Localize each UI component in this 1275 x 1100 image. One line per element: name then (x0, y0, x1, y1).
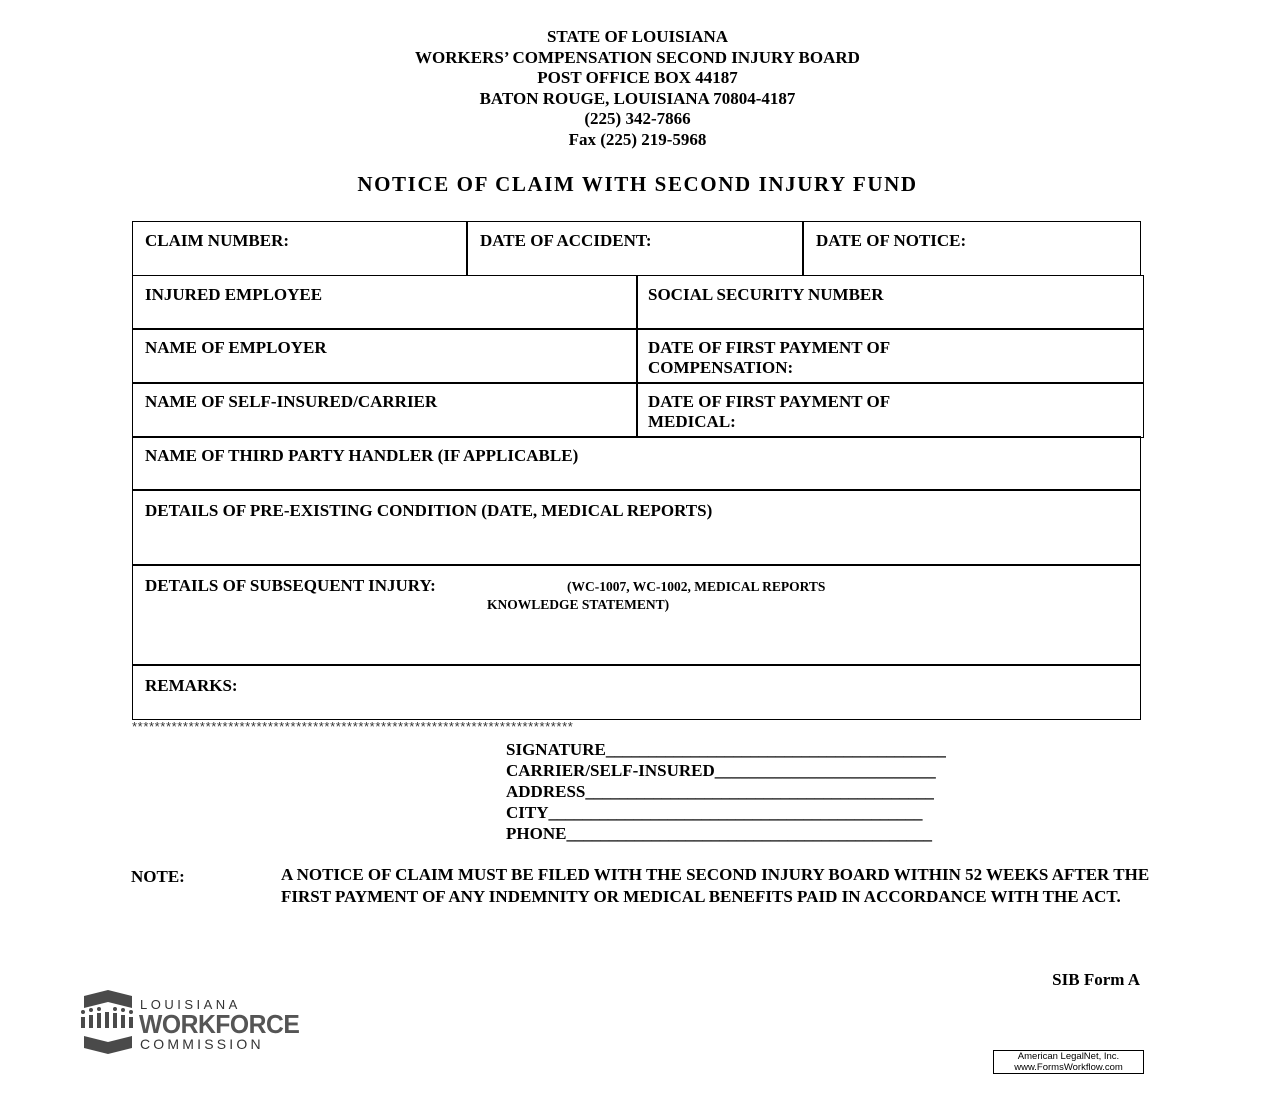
ssn-label: SOCIAL SECURITY NUMBER (648, 285, 884, 304)
carrier-cell[interactable] (132, 382, 638, 438)
remarks-cell[interactable] (132, 664, 1141, 720)
logo-louisiana: LOUISIANA (140, 997, 241, 1012)
date-of-notice-cell[interactable] (802, 221, 1141, 276)
first-payment-medical-cell[interactable] (636, 382, 1144, 438)
header-board: WORKERS’ COMPENSATION SECOND INJURY BOARD (415, 47, 860, 67)
claim-number-label: CLAIM NUMBER: (145, 231, 290, 250)
third-party-handler-label: NAME OF THIRD PARTY HANDLER (IF APPLICABLE) (145, 446, 579, 465)
first-payment-compensation-cell[interactable] (636, 328, 1144, 384)
pre-existing-condition-cell[interactable] (132, 489, 1141, 566)
note-label: NOTE: (131, 867, 185, 886)
date-of-notice-label: DATE OF NOTICE: (816, 231, 967, 250)
date-of-accident-label: DATE OF ACCIDENT: (480, 231, 652, 250)
note-text: A NOTICE OF CLAIM MUST BE FILED WITH THE SECOND INJURY BOARD WITHIN 52 WEEKS AFTER THE FIRST PAYMENT OF ANY INDEMNITY OR MEDICAL BENEFITS PAID IN ACCORDANCE WITH THE ACT. (281, 865, 1150, 906)
legalnet-url[interactable]: www.FormsWorkflow.com (1014, 1061, 1123, 1073)
legalnet-name: American LegalNet, Inc. (1017, 1051, 1120, 1062)
header-po-box: POST OFFICE BOX 44187 (537, 68, 738, 88)
header-phone: (225) 342-7866 (584, 109, 691, 129)
logo-commission: COMMISSION (140, 1036, 264, 1052)
injured-employee-label: INJURED EMPLOYEE (145, 285, 323, 304)
first-payment-compensation-label-line2: COMPENSATION: (648, 358, 794, 377)
signature-line[interactable]: SIGNATURE________________________________________ (506, 740, 946, 759)
injured-employee-cell[interactable] (132, 275, 638, 330)
first-payment-medical-label-line1: DATE OF FIRST PAYMENT OF (648, 392, 891, 411)
third-party-handler-cell[interactable] (132, 436, 1141, 491)
subsequent-injury-label: DETAILS OF SUBSEQUENT INJURY: (145, 576, 436, 595)
phone-line[interactable]: PHONE___________________________________________ (506, 824, 932, 843)
header-fax: Fax (225) 219-5968 (568, 129, 707, 149)
first-payment-compensation-label-line1: DATE OF FIRST PAYMENT OF (648, 338, 891, 357)
logo-workforce: WORKFORCE (139, 1009, 300, 1039)
city-line[interactable]: CITY____________________________________________ (506, 803, 923, 822)
header-city: BATON ROUGE, LOUISIANA 70804-4187 (479, 88, 796, 108)
workforce-commission-logo-icon (80, 990, 136, 1054)
form-id: SIB Form A (1052, 970, 1140, 989)
carrier-line[interactable]: CARRIER/SELF-INSURED__________________________ (506, 761, 936, 780)
subsequent-injury-note-line2: KNOWLEDGE STATEMENT) (487, 597, 670, 612)
first-payment-medical-label-line2: MEDICAL: (648, 412, 736, 431)
claim-number-cell[interactable] (132, 221, 468, 276)
subsequent-injury-cell[interactable] (132, 564, 1141, 666)
employer-cell[interactable] (132, 328, 638, 384)
legalnet-stamp (993, 1050, 1144, 1074)
date-of-accident-cell[interactable] (466, 221, 804, 276)
form-title: NOTICE OF CLAIM WITH SECOND INJURY FUND (357, 172, 918, 196)
remarks-label: REMARKS: (145, 676, 238, 695)
carrier-label: NAME OF SELF-INSURED/CARRIER (145, 392, 438, 411)
address-line[interactable]: ADDRESS_________________________________________ (506, 782, 934, 801)
header-state: STATE OF LOUISIANA (546, 27, 729, 46)
pre-existing-condition-label: DETAILS OF PRE-EXISTING CONDITION (DATE, MEDICAL REPORTS) (145, 501, 713, 520)
employer-label: NAME OF EMPLOYER (145, 338, 327, 357)
agency-header (0, 27, 1275, 151)
ssn-cell[interactable] (636, 275, 1144, 330)
asterisk-separator: ****************************************************************************** (132, 719, 574, 734)
subsequent-injury-note-line1: (WC-1007, WC-1002, MEDICAL REPORTS (567, 579, 826, 594)
